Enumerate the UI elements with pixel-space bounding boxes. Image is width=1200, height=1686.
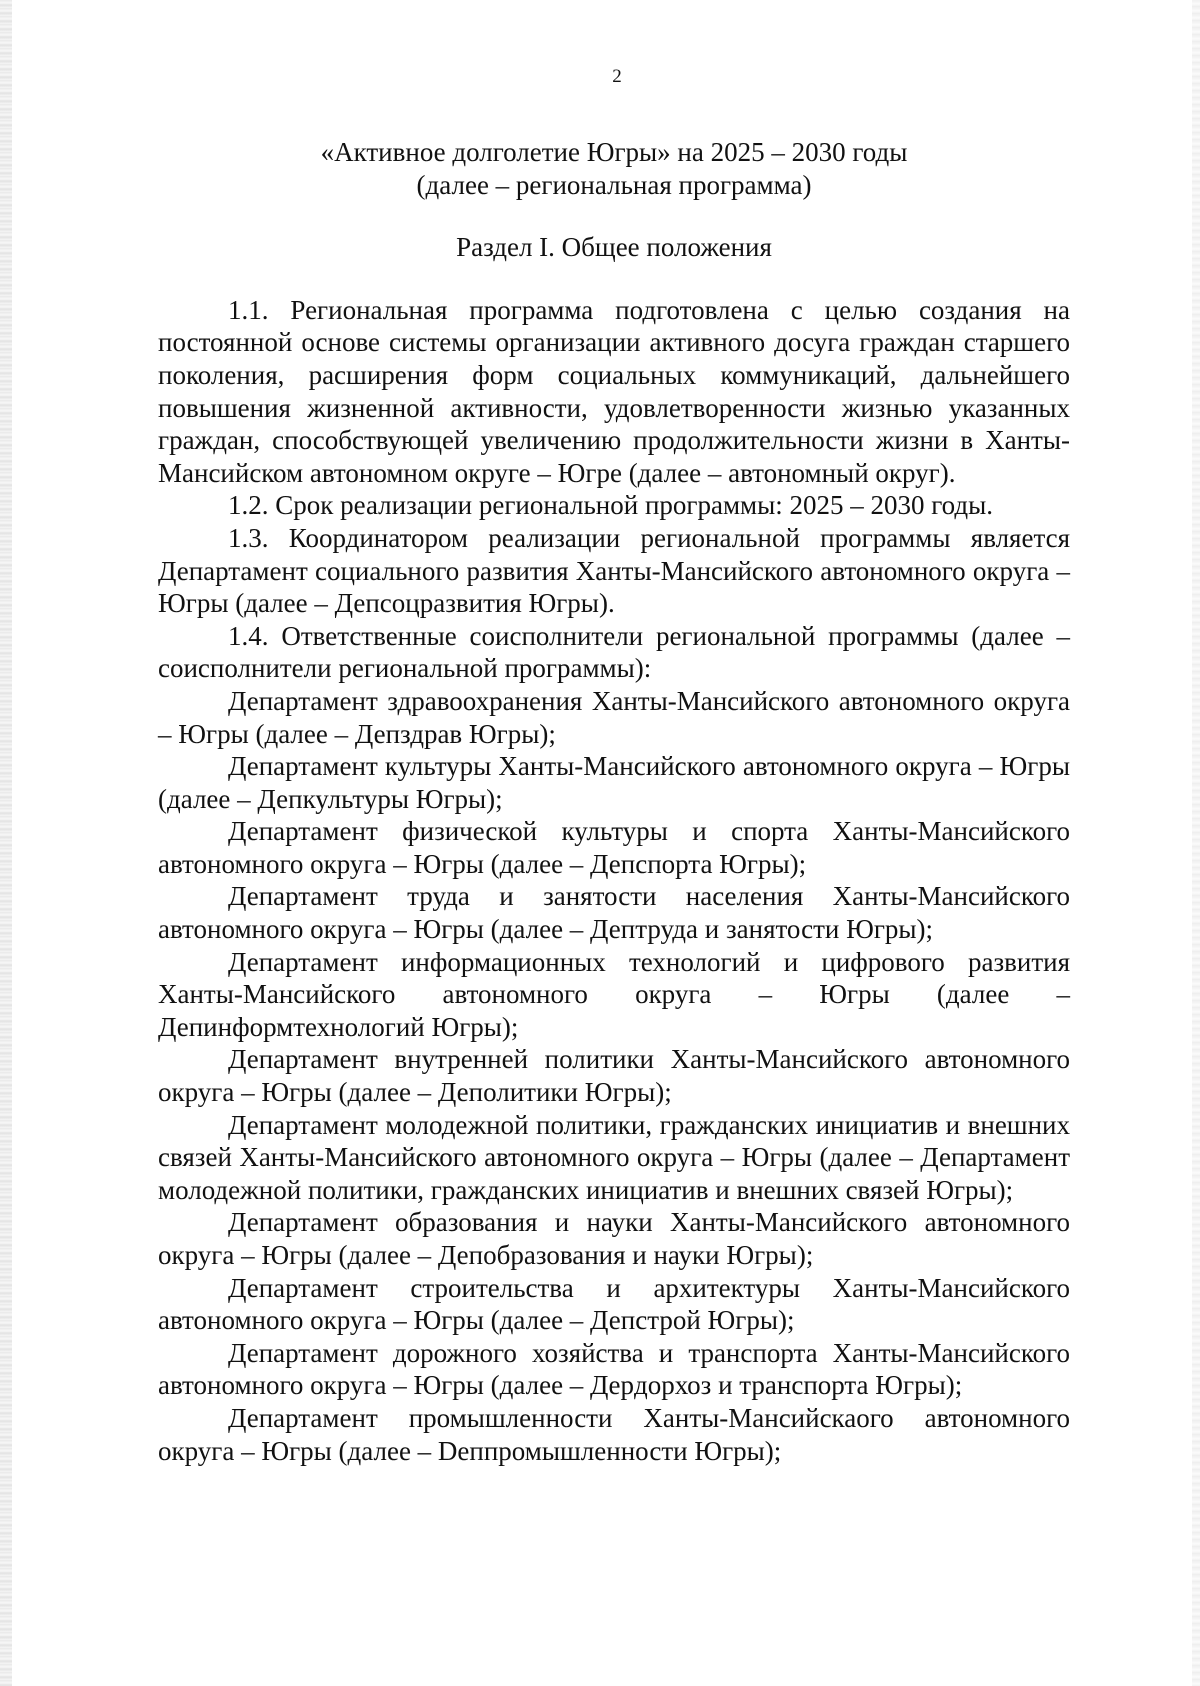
section-heading: Раздел I. Общее положения	[456, 232, 772, 263]
coexecutor-internal-policy: Департамент внутренней политики Ханты-Мансийского автономного округа – Югры (далее – Деполитики Югры);	[158, 1044, 1070, 1108]
coexecutor-labor: Департамент труда и занятости населения Ханты-Мансийского автономного округа – Югры (далее – Дептруда и занятости Югры);	[158, 881, 1070, 945]
coexecutor-education: Департамент образования и науки Ханты-Мансийского автономного округа – Югры (далее – Депобразования и науки Югры);	[158, 1207, 1070, 1270]
coexecutor-sport: Департамент физической культуры и спорта Ханты-Мансийского автономного округа – Югры (далее – Депспорта Югры);	[158, 816, 1070, 879]
page-number: 2	[612, 66, 622, 87]
coexecutor-construction: Департамент строительства и архитектуры Ханты-Мансийского автономного округа – Югры (далее – Депстрой Югры);	[158, 1272, 1070, 1336]
document-body	[158, 136, 1070, 1467]
paragraph-1-3: 1.3. Координатором реализации региональной программы является Департамент социального развития Ханты-Мансийского автономного округа – Югры (далее – Депсоцразвития Югры).	[158, 522, 1070, 619]
scan-edge-left	[0, 0, 12, 1686]
scan-edge-right	[1192, 0, 1200, 1686]
coexecutor-health: Департамент здравоохранения Ханты-Мансийского автономного округа – Югры (далее – Депздрав Югры);	[158, 685, 1070, 749]
paragraph-1-4: 1.4. Ответственные соисполнители региональной программы (далее – соисполнители региональной программы):	[158, 620, 1070, 684]
coexecutor-roads-transport: Департамент дорожного хозяйства и транспорта Ханты-Мансийского автономного округа – Югры (далее – Дepдорхоз и транспорта Югры);	[158, 1337, 1070, 1401]
coexecutor-industry: Департамент промышленности Ханты-Мансийскаого автономного округа – Югры (далее – Deппромышленности Югры);	[158, 1402, 1070, 1466]
document-title-line-2: (далее – региональная программа)	[416, 169, 812, 200]
coexecutor-youth-policy: Департамент молодежной политики, гражданских инициатив и внешних связей Ханты-Мансийского автономного округа – Югры (далее – Департамент молодежной политики, гражданских инициатив и внешних связей Югры);	[158, 1109, 1070, 1205]
document-title-line-1: «Активное долголетие Югры» на 2025 – 2030 годы	[320, 137, 908, 167]
coexecutor-culture: Департамент культуры Ханты-Мансийского автономного округа – Югры (далее – Депкультуры Югры);	[158, 751, 1070, 814]
paragraph-1-1: 1.1. Региональная программа подготовлена с целью создания на постоянной основе системы организации активного досуга граждан старшего поколения, расширения форм социальных коммуникаций, дальнейшего повышения жизненной активности, удовлетворенности жизнью указанных граждан, способствующей увеличению продолжительности жизни в Ханты-Мансийском автономном округе – Югре (далее – автономный округ).	[158, 294, 1070, 488]
paragraph-1-2: 1.2. Срок реализации региональной программы: 2025 – 2030 годы.	[228, 490, 994, 521]
coexecutor-it: Департамент информационных технологий и цифрового развития Ханты-Мансийского автономного округа – Югры (далее – Депинформтехнологий Югры);	[158, 946, 1070, 1042]
